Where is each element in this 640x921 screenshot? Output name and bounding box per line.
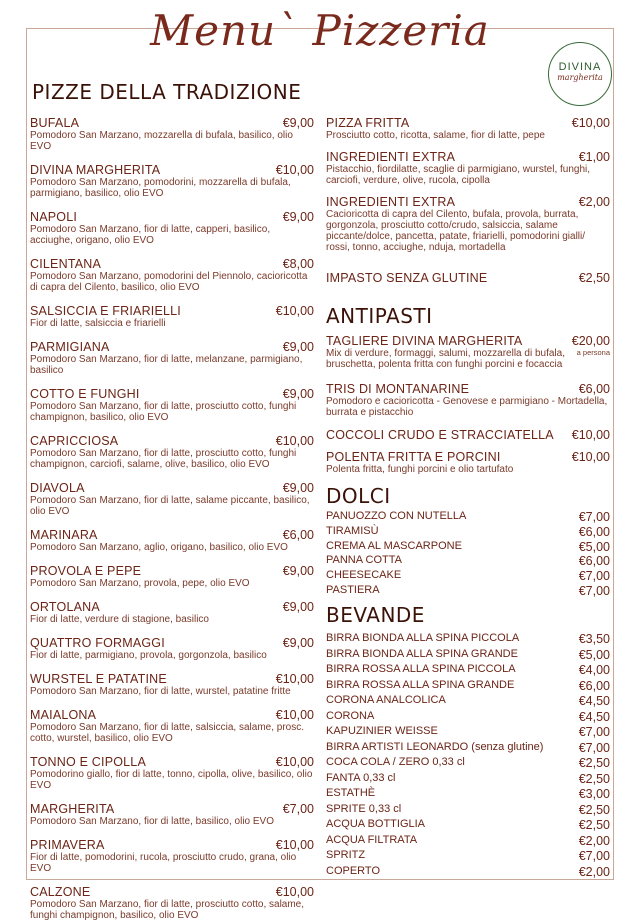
menu-item — [326, 195, 610, 253]
menu-row — [326, 849, 610, 865]
item-name: TONNO E CIPOLLA — [30, 755, 146, 769]
item-price: €10,00 — [275, 434, 314, 448]
row-name: COPERTO — [326, 864, 380, 877]
menu-item — [30, 116, 314, 152]
menu-row — [326, 787, 610, 803]
item-price: €10,00 — [275, 885, 314, 899]
item-description: Mix di verdure, formaggi, salumi, mozzarella di bufala, bruschetta, polenta fritta con funghi porcini e focaccia — [326, 348, 565, 370]
item-name: PRIMAVERA — [30, 838, 105, 852]
menu-item — [326, 382, 610, 418]
item-price: €9,00 — [282, 210, 314, 224]
item-description: Pomodoro San Marzano, pomodorini del Piennolo, cacioricotta di capra del Cilento, basilico, olio EVO — [30, 271, 308, 293]
row-name: ESTATHÈ — [326, 787, 376, 799]
row-name: BIRRA ARTISTI LEONARDO (senza glutine) — [326, 740, 544, 753]
row-price: €4,50 — [578, 709, 610, 724]
row-name: BIRRA ROSSA ALLA SPINA PICCOLA — [326, 663, 516, 675]
menu-row — [326, 818, 610, 834]
menu-item — [30, 672, 314, 697]
item-price: €10,00 — [571, 116, 610, 130]
pizze-list-left — [30, 116, 314, 921]
menu-row — [326, 569, 610, 584]
item-name: CILENTANA — [30, 257, 102, 271]
row-price: €2,50 — [578, 818, 610, 832]
menu-item — [30, 257, 314, 293]
logo-subtext: margherita — [557, 73, 603, 82]
item-description: Fior di latte, salsiccia e friarielli — [30, 318, 166, 329]
row-name: CHEESECAKE — [326, 569, 402, 582]
row-price: €2,50 — [578, 771, 610, 786]
menu-item — [326, 334, 610, 370]
item-name: COCCOLI CRUDO E STRACCIATELLA — [326, 428, 554, 442]
item-description: Pomodorino giallo, fior di latte, tonno, cipolla, olive, basilico, olio EVO — [30, 769, 313, 791]
item-price: €9,00 — [282, 636, 314, 650]
section-title-antipasti: ANTIPASTI — [326, 304, 433, 328]
logo-text: DIVINA — [558, 61, 602, 73]
item-description: Pomodoro San Marzano, mozzarella di bufala, basilico, olio EVO — [30, 130, 293, 152]
item-name: TAGLIERE DIVINA MARGHERITA — [326, 334, 523, 348]
antipasti-list — [326, 334, 610, 475]
row-price: €5,00 — [578, 539, 610, 554]
item-name: COTTO E FUNGHI — [30, 387, 140, 401]
row-price: €6,00 — [578, 524, 610, 539]
item-description: Pomodoro San Marzano, pomodorini, mozzarella di bufala, parmigiano, basilico, olio EVO — [30, 177, 291, 199]
item-name: QUATTRO FORMAGGI — [30, 636, 165, 650]
item-price: €6,00 — [282, 528, 314, 542]
section-title-pizze: PIZZE DELLA TRADIZIONE — [32, 80, 302, 104]
item-name: PARMIGIANA — [30, 340, 110, 354]
item-name: CAPRICCIOSA — [30, 434, 119, 448]
item-price: €7,00 — [282, 802, 314, 816]
item-description: Cacioricotta di capra del Cilento, bufala, provola, burrata, gorgonzola, prosciutto cotto/crudo, salsiccia, salame piccante/dolce, pancetta, patate, friarielli, pomodorini gialli/ rossi, tonno, acciughe, nduja, mortadella — [326, 209, 586, 253]
item-name: INGREDIENTI EXTRA — [326, 195, 456, 209]
row-name: BIRRA BIONDA ALLA SPINA PICCOLA — [326, 632, 520, 644]
item-price: €9,00 — [282, 481, 314, 495]
item-description: Prosciutto cotto, ricotta, salame, fior di latte, pepe — [326, 130, 545, 141]
menu-item — [30, 304, 314, 329]
row-name: CREMA AL MASCARPONE — [326, 539, 462, 552]
row-name: PASTIERA — [326, 583, 380, 596]
row-price: €7,00 — [578, 725, 610, 739]
row-price: €3,00 — [578, 787, 610, 801]
row-name: TIRAMISÙ — [326, 524, 379, 537]
item-price: €9,00 — [282, 600, 314, 614]
item-price: €10,00 — [571, 428, 610, 442]
row-name: ACQUA FILTRATA — [326, 833, 418, 846]
item-name: WURSTEL E PATATINE — [30, 672, 167, 686]
item-name: NAPOLI — [30, 210, 78, 224]
menu-row — [326, 710, 610, 726]
row-name: PANUOZZO CON NUTELLA — [326, 510, 467, 522]
row-name: KAPUZINIER WEISSE — [326, 725, 438, 737]
item-description: Pomodoro San Marzano, aglio, origano, basilico, olio EVO — [30, 542, 288, 553]
item-price: €6,00 — [578, 382, 610, 396]
row-price: €7,00 — [578, 740, 610, 755]
item-name: MARINARA — [30, 528, 98, 542]
section-title-dolci: DOLCI — [326, 484, 391, 508]
item-price: €10,00 — [275, 755, 314, 769]
item-name: MARGHERITA — [30, 802, 115, 816]
menu-row — [326, 663, 610, 679]
row-name: SPRITE 0,33 cl — [326, 802, 402, 815]
item-description: Pomodoro San Marzano, fior di latte, capperi, basilico, acciughe, origano, olio EVO — [30, 224, 271, 246]
row-price: €5,00 — [578, 647, 610, 662]
item-name: SALSICCIA E FRIARIELLI — [30, 304, 181, 318]
item-price: €10,00 — [275, 304, 314, 318]
menu-row — [326, 554, 610, 569]
menu-item — [30, 564, 314, 589]
row-name: CORONA ANALCOLICA — [326, 694, 446, 706]
menu-item — [326, 150, 610, 186]
menu-item — [30, 210, 314, 246]
row-price: €6,00 — [578, 554, 610, 569]
item-description: Fior di latte, verdure di stagione, basilico — [30, 614, 209, 625]
row-name: COCA COLA / ZERO 0,33 cl — [326, 756, 465, 768]
item-name: POLENTA FRITTA E PORCINI — [326, 450, 501, 464]
menu-row — [326, 772, 610, 788]
menu-item — [30, 528, 314, 553]
item-description: Fior di latte, parmigiano, provola, gorgonzola, basilico — [30, 650, 267, 661]
item-price: €10,00 — [275, 838, 314, 852]
menu-item — [326, 450, 610, 475]
menu-item — [326, 271, 610, 285]
item-description: Pomodoro San Marzano, fior di latte, salame piccante, basilico, olio EVO — [30, 495, 310, 517]
item-price: €10,00 — [571, 450, 610, 464]
menu-row — [326, 648, 610, 664]
item-name: TRIS DI MONTANARINE — [326, 382, 470, 396]
item-description: Pomodoro San Marzano, fior di latte, basilico, olio EVO — [30, 816, 275, 827]
item-name: DIVINA MARGHERITA — [30, 163, 161, 177]
item-name: ORTOLANA — [30, 600, 100, 614]
row-name: ACQUA BOTTIGLIA — [326, 818, 426, 830]
item-price: €20,00 — [571, 334, 610, 348]
item-description: Fior di latte, pomodorini, rucola, prosciutto crudo, grana, olio EVO — [30, 852, 297, 874]
row-name: CORONA — [326, 709, 375, 722]
row-price: €7,00 — [578, 583, 610, 598]
menu-item — [30, 636, 314, 661]
item-price: €10,00 — [275, 708, 314, 722]
item-name: CALZONE — [30, 885, 91, 899]
menu-item — [30, 340, 314, 376]
row-name: PANNA COTTA — [326, 554, 402, 567]
menu-item — [30, 755, 314, 791]
row-price: €7,00 — [578, 510, 610, 524]
row-price: €2,50 — [578, 756, 610, 770]
row-price: €4,50 — [578, 694, 610, 708]
menu-row — [326, 865, 610, 881]
item-description: Pomodoro San Marzano, fior di latte, prosciutto cotto, salame, funghi champignon, basilico, olio EVO — [30, 899, 305, 921]
menu-row — [326, 803, 610, 819]
item-description: Pomodoro San Marzano, fior di latte, prosciutto cotto, funghi champignon, carciofi, salame, olive, basilico, olio EVO — [30, 448, 297, 470]
menu-item — [30, 600, 314, 625]
menu-title: Menu` Pizzeria — [150, 6, 490, 55]
menu-item — [30, 885, 314, 921]
menu-row — [326, 756, 610, 772]
row-price: €2,50 — [578, 802, 610, 817]
item-description: Pomodoro San Marzano, fior di latte, wurstel, patatine fritte — [30, 686, 291, 697]
item-description: Pomodoro e cacioricotta - Genovese e parmigiano - Mortadella, burrata e pistacchio — [326, 396, 608, 418]
section-title-bevande: BEVANDE — [326, 603, 425, 627]
menu-row — [326, 834, 610, 850]
row-price: €2,00 — [578, 833, 610, 848]
row-price: €6,00 — [578, 678, 610, 693]
menu-item — [30, 163, 314, 199]
row-price: €3,50 — [578, 632, 610, 646]
item-price: €10,00 — [275, 163, 314, 177]
menu-item — [30, 481, 314, 517]
item-price: €2,50 — [578, 271, 610, 285]
item-name: PROVOLA E PEPE — [30, 564, 142, 578]
item-price: €9,00 — [282, 387, 314, 401]
menu-row — [326, 741, 610, 757]
row-name: BIRRA ROSSA ALLA SPINA GRANDE — [326, 678, 515, 691]
row-name: FANTA 0,33 cl — [326, 771, 396, 784]
menu-item — [30, 802, 314, 827]
item-description: Pomodoro San Marzano, fior di latte, melanzane, parmigiano, basilico — [30, 354, 303, 376]
item-description: Pomodoro San Marzano, fior di latte, salsiccia, salame, prosc. cotto, wurstel, basilico, olio EVO — [30, 722, 305, 744]
dolci-list — [326, 510, 610, 599]
item-name: MAIALONA — [30, 708, 97, 722]
item-name: INGREDIENTI EXTRA — [326, 150, 456, 164]
menu-row — [326, 679, 610, 695]
divina-logo — [548, 42, 612, 106]
item-price: €9,00 — [282, 564, 314, 578]
menu-item — [326, 428, 610, 442]
item-description: Pomodoro San Marzano, provola, pepe, olio EVO — [30, 578, 250, 589]
menu-item — [30, 434, 314, 470]
item-price: €1,00 — [578, 150, 610, 164]
item-price: €2,00 — [578, 195, 610, 209]
row-name: BIRRA BIONDA ALLA SPINA GRANDE — [326, 647, 518, 660]
row-price: €4,00 — [578, 663, 610, 677]
menu-row — [326, 632, 610, 648]
bevande-list — [326, 632, 610, 880]
item-price-note: a persona — [576, 348, 610, 357]
item-description: Polenta fritta, funghi porcini e olio tartufato — [326, 464, 514, 475]
item-price: €9,00 — [282, 340, 314, 354]
menu-row — [326, 694, 610, 710]
item-price: €9,00 — [282, 116, 314, 130]
item-name: BUFALA — [30, 116, 80, 130]
menu-row — [326, 540, 610, 555]
menu-item — [30, 708, 314, 744]
menu-item — [326, 116, 610, 141]
item-price: €10,00 — [275, 672, 314, 686]
menu-item — [30, 387, 314, 423]
item-description: Pomodoro San Marzano, fior di latte, prosciutto cotto, funghi champignon, basilico, olio EVO — [30, 401, 297, 423]
menu-row — [326, 725, 610, 741]
item-name: PIZZA FRITTA — [326, 116, 410, 130]
item-price: €8,00 — [282, 257, 314, 271]
item-name: IMPASTO SENZA GLUTINE — [326, 271, 488, 285]
menu-item — [30, 838, 314, 874]
item-name: DIAVOLA — [30, 481, 85, 495]
row-name: SPRITZ — [326, 849, 366, 861]
row-price: €7,00 — [578, 849, 610, 863]
row-price: €2,00 — [578, 864, 610, 879]
item-description: Pistacchio, fiordilatte, scaglie di parmigiano, wurstel, funghi, carciofi, verdure, olive, rucola, cipolla — [326, 164, 591, 186]
row-price: €7,00 — [578, 569, 610, 584]
menu-row — [326, 525, 610, 540]
menu-row — [326, 584, 610, 599]
pizze-list-right — [326, 116, 610, 285]
menu-row — [326, 510, 610, 525]
